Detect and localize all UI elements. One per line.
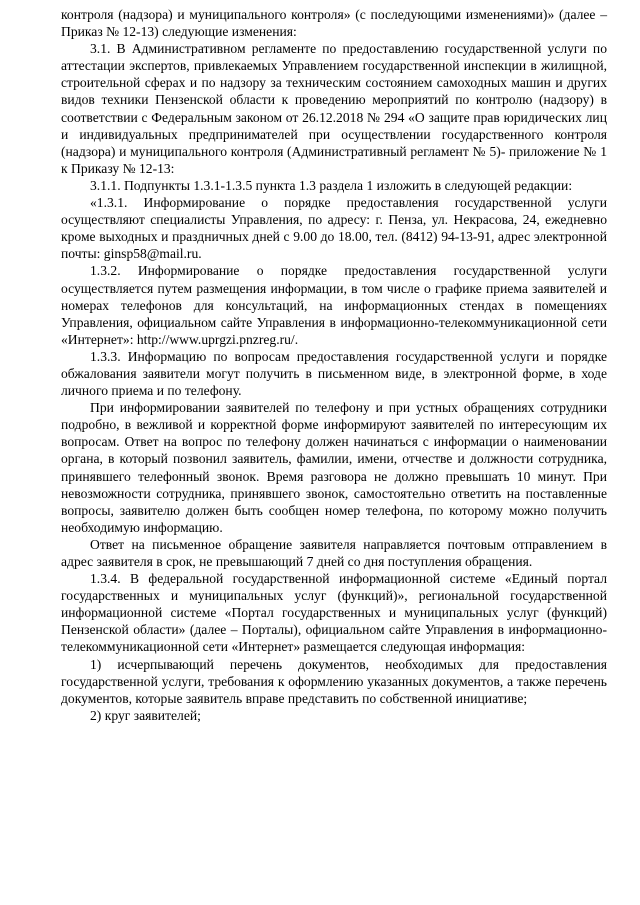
paragraph-1-3-4: 1.3.4. В федеральной государственной информационной системе «Единый портал государственных и муниципальных услуг (функций)», региональной государственной информационной системе «Портал государственных и муниципальных услуг (функций) Пензенской области» (далее – Порталы), официальном сайте Управления в информационно-телекоммуникационной сети «Интернет» размещается следующая информация: — [61, 571, 607, 655]
paragraph-phone-info: При информировании заявителей по телефону и при устных обращениях сотрудники подробно, в вежливой и корректной форме информируют заявителей по интересующим их вопросам. Ответ на вопрос по телефону должен начинаться с информации о наименовании органа, в который позвонил заявитель, фамилии, имени, отчестве и должности сотрудника, принявшего телефонный звонок. Время разговора не должно превышать 10 минут. При невозможности сотрудника, принявшего звонок, самостоятельно ответить на поставленные вопросы, заявителю должен быть сообщен номер телефона, по которому можно получить необходимую информацию. — [61, 400, 607, 535]
paragraph-1-3-1: «1.3.1. Информирование о порядке предоставления государственной услуги осуществляют специалисты Управления, по адресу: г. Пенза, ул. Некрасова, 24, ежедневно кроме выходных и праздничных дней с 9.00 до 18.00, тел. (8412) 94-13-91, адрес электронной почты: ginsp58@mail.ru. — [61, 195, 607, 262]
list-item-2: 2) круг заявителей; — [90, 707, 201, 723]
paragraph-3-1-1: 3.1.1. Подпункты 1.3.1-1.3.5 пункта 1.3 раздела 1 изложить в следующей редакции: — [90, 177, 573, 193]
paragraph-intro-continuation: контроля (надзора) и муниципального контроля» (с последующими изменениями)» (далее – Приказ № 12-13) следующие изменения: — [61, 7, 607, 40]
list-item-1: 1) исчерпывающий перечень документов, необходимых для предоставления государственной услуги, требования к оформлению указанных документов, а также перечень документов, которые заявитель вправе представить по собственной инициативе; — [61, 656, 607, 706]
paragraph-1-3-2: 1.3.2. Информирование о порядке предоставления государственной услуги осуществляется путем размещения информации, в том числе о графике приема заявителей и номерах телефонов для консультаций, на информационных стендах в помещениях Управления, официальном сайте Управления в информационно-телекоммуникационной сети «Интернет»: http://www.uprgzi.pnzreg.ru/. — [61, 263, 607, 347]
paragraph-written-reply: Ответ на письменное обращение заявителя направляется почтовым отправлением в адрес заявителя в срок, не превышающий 7 дней со дня поступления обращения. — [61, 536, 607, 569]
paragraph-1-3-3: 1.3.3. Информацию по вопросам предоставления государственной услуги и порядке обжалования заявители могут получить в письменном виде, в электронной форме, в ходе личного приема и по телефону. — [61, 348, 607, 399]
paragraph-3-1: 3.1. В Административном регламенте по предоставлению государственной услуги по аттестации экспертов, привлекаемых Управлением государственной инспекции в жилищной, строительной сферах и по надзору за техническим состоянием самоходных машин и других видов техники Пензенской области к проведению мероприятий по контролю (надзору) в соответствии с Федеральным законом от 26.12.2018 № 294 «О защите прав юридических лиц и индивидуальных предпринимателей при осуществлении государственного контроля (надзора) и муниципального контроля (Административный регламент № 5)- приложение № 1 к Приказу № 12-13: — [61, 41, 607, 176]
